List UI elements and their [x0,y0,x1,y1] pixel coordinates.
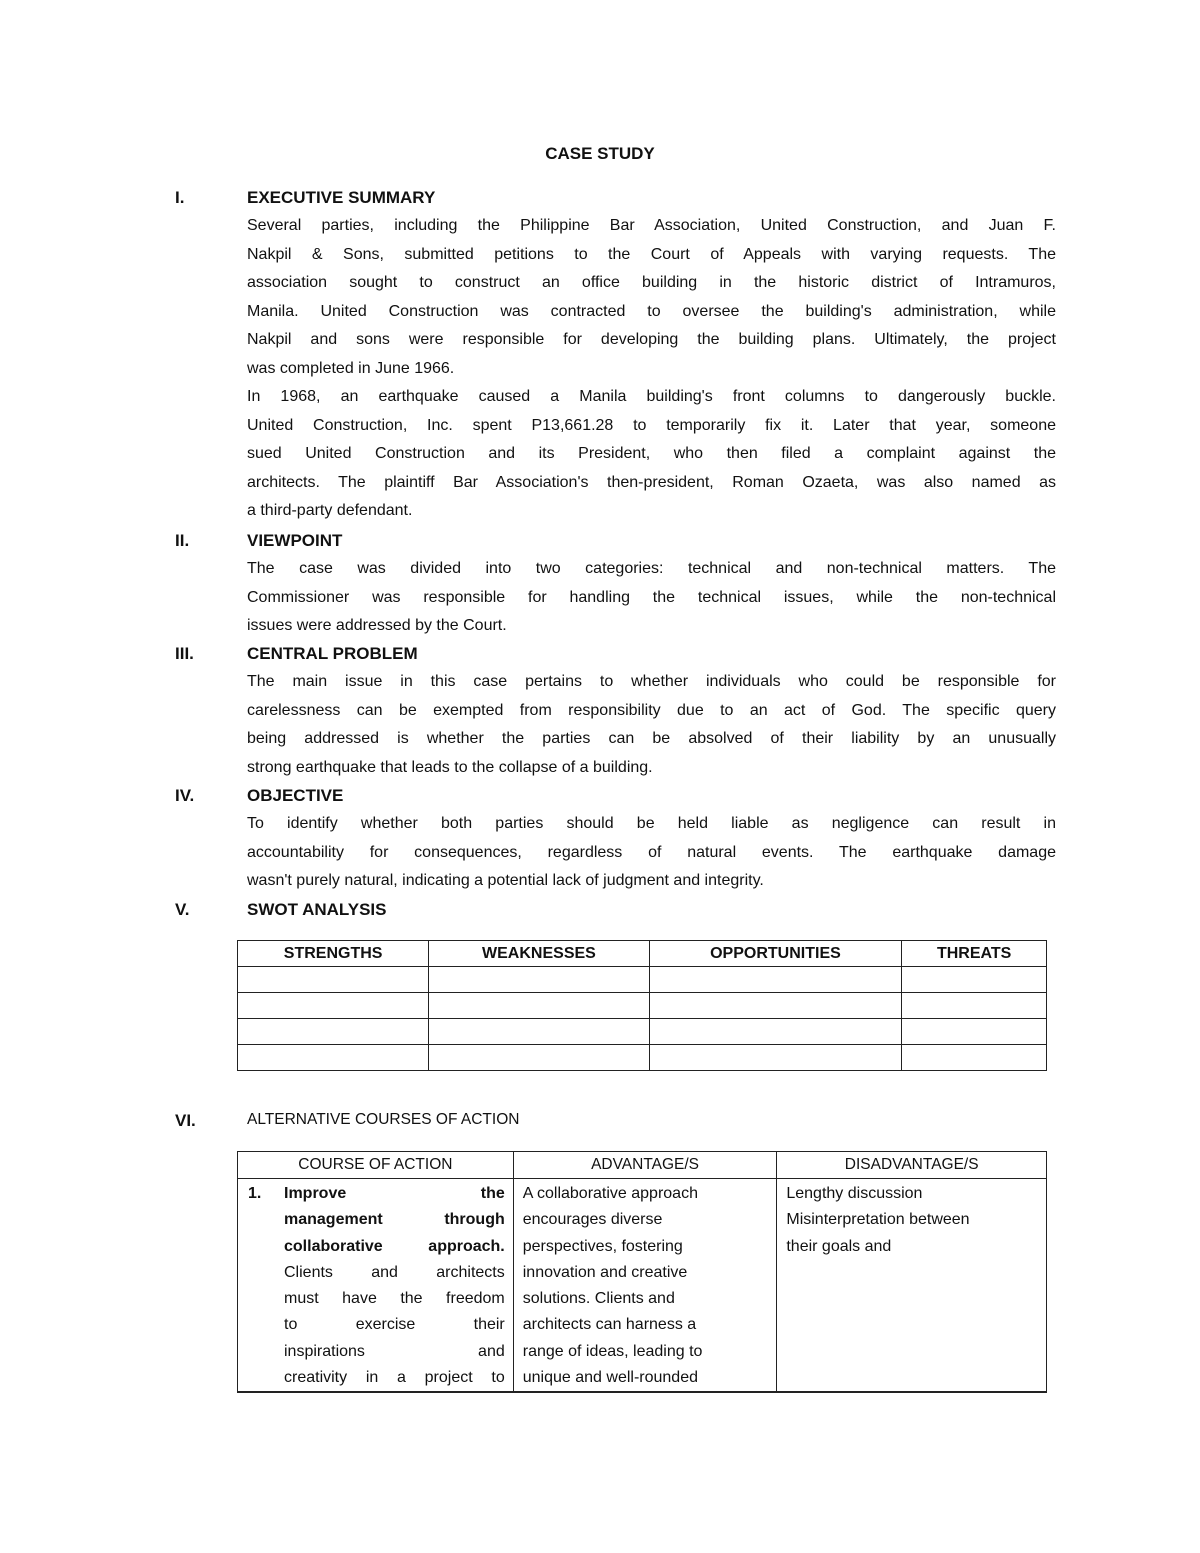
swot-row [238,967,1047,993]
section-paragraph [247,810,1056,896]
text-line: accountability for consequences, regardless of natural events. The earthquake damage [247,843,1056,861]
advantage-line: perspectives, fostering [522,1237,683,1255]
section-heading: VIEWPOINT [247,531,343,550]
text-line: issues were addressed by the Court. [247,617,507,634]
swot-cell [238,993,429,1019]
text-line: The main issue in this case pertains to whether individuals who could be responsible for [247,673,1056,690]
swot-cell [238,967,429,993]
swot-cell [649,993,902,1019]
swot-cell [902,1045,1047,1071]
text-line: Nakpil and sons were responsible for developing the building plans. Ultimately, the project [247,331,1056,348]
text-line: a third-party defendant. [247,502,413,519]
section-number: II. [175,531,190,550]
text-line: carelessness can be exempted from responsibility due to an act of God. The specific query [247,701,1056,719]
disadvantage-line: Misinterpretation between [786,1211,970,1229]
text-line: wasn't purely natural, indicating a potential lack of judgment and integrity. [247,872,764,889]
alternatives-table [237,1151,1047,1393]
advantage-line: range of ideas, leading to [522,1342,703,1360]
section-number: III. [175,644,194,663]
course-number: 1. [248,1185,262,1202]
swot-header: OPPORTUNITIES [649,941,902,967]
disadvantage-line: their goals and [786,1237,892,1255]
swot-header: STRENGTHS [238,941,429,967]
swot-cell [902,967,1047,993]
text-line: To identify whether both parties should be held liable as negligence can result in [247,815,1056,832]
advantage-cell [513,1179,777,1393]
section-number: IV. [175,786,195,805]
section-paragraph [247,668,1056,782]
text-line: Several parties, including the Philippine Bar Association, United Construction, and Juan F. [247,217,1056,234]
course-line: must have the freedom [284,1290,505,1308]
advantage-line: A collaborative approach [522,1185,698,1202]
course-line: creativity in a project to [284,1369,505,1387]
text-line: sued United Construction and its President, who then filed a complaint against the [247,445,1056,462]
swot-row [238,993,1047,1019]
text-line: association sought to construct an office building in the historic district of Intramuros, [247,274,1056,291]
section-paragraph [247,212,1056,526]
advantage-line: innovation and creative [522,1263,688,1281]
swot-cell [649,1019,902,1045]
swot-row [238,1045,1047,1071]
advantage-line: unique and well-rounded [522,1369,698,1387]
text-line: Nakpil & Sons, submitted petitions to the Court of Appeals with varying requests. The [247,245,1056,263]
swot-header: WEAKNESSES [429,941,649,967]
course-cell [238,1179,514,1393]
swot-cell [238,1045,429,1071]
swot-cell [649,1045,902,1071]
advantage-line: solutions. Clients and [522,1290,675,1308]
swot-cell [429,1045,649,1071]
swot-cell [902,1019,1047,1045]
advantage-line: encourages diverse [522,1211,663,1229]
section-heading: OBJECTIVE [247,786,344,805]
document-title: CASE STUDY [545,144,655,163]
alternatives-header: COURSE OF ACTION [238,1152,514,1179]
section-heading: SWOT ANALYSIS [247,900,387,919]
text-line: The case was divided into two categories: technical and non-technical matters. The [247,560,1056,577]
text-line: was completed in June 1966. [247,359,455,377]
disadvantage-line: Lengthy discussion [786,1185,923,1202]
section-number: VI. [175,1111,196,1130]
disadvantage-cell [777,1179,1047,1393]
text-line: In 1968, an earthquake caused a Manila building's front columns to dangerously buckle. [247,388,1056,405]
course-line: Clients and architects [284,1263,505,1281]
course-line: Improve the [284,1185,505,1202]
text-line: Commissioner was responsible for handling the technical issues, while the non-technical [247,588,1056,606]
course-line: management through [284,1211,505,1229]
section-number: V. [175,900,190,919]
text-line: Manila. United Construction was contracted to oversee the building's administration, while [247,302,1056,320]
swot-cell [429,993,649,1019]
swot-cell [649,967,902,993]
text-line: being addressed is whether the parties can be absolved of their liability by an unusually [247,730,1056,747]
swot-cell [238,1019,429,1045]
section-number: I. [175,188,185,207]
swot-table [237,940,1047,1071]
section-heading: EXECUTIVE SUMMARY [247,188,436,207]
advantage-line: architects can harness a [522,1316,697,1334]
section-heading: ALTERNATIVE COURSES OF ACTION [247,1111,520,1128]
text-line: architects. The plaintiff Bar Association's then-president, Roman Ozaeta, was also named as [247,473,1056,491]
alternatives-header: ADVANTAGE/S [513,1152,777,1179]
course-line: to exercise their [284,1316,505,1334]
text-line: United Construction, Inc. spent P13,661.28 to temporarily fix it. Later that year, someone [247,416,1056,434]
text-line: strong earthquake that leads to the collapse of a building. [247,758,653,776]
section-paragraph [247,555,1056,641]
swot-cell [429,967,649,993]
swot-cell [902,993,1047,1019]
section-heading: CENTRAL PROBLEM [247,644,418,663]
course-line: inspirations and [284,1342,505,1360]
swot-header: THREATS [902,941,1047,967]
alternatives-row [238,1179,1047,1393]
swot-cell [429,1019,649,1045]
alternatives-header: DISADVANTAGE/S [777,1152,1047,1179]
swot-row [238,1019,1047,1045]
course-line: collaborative approach. [284,1237,505,1255]
